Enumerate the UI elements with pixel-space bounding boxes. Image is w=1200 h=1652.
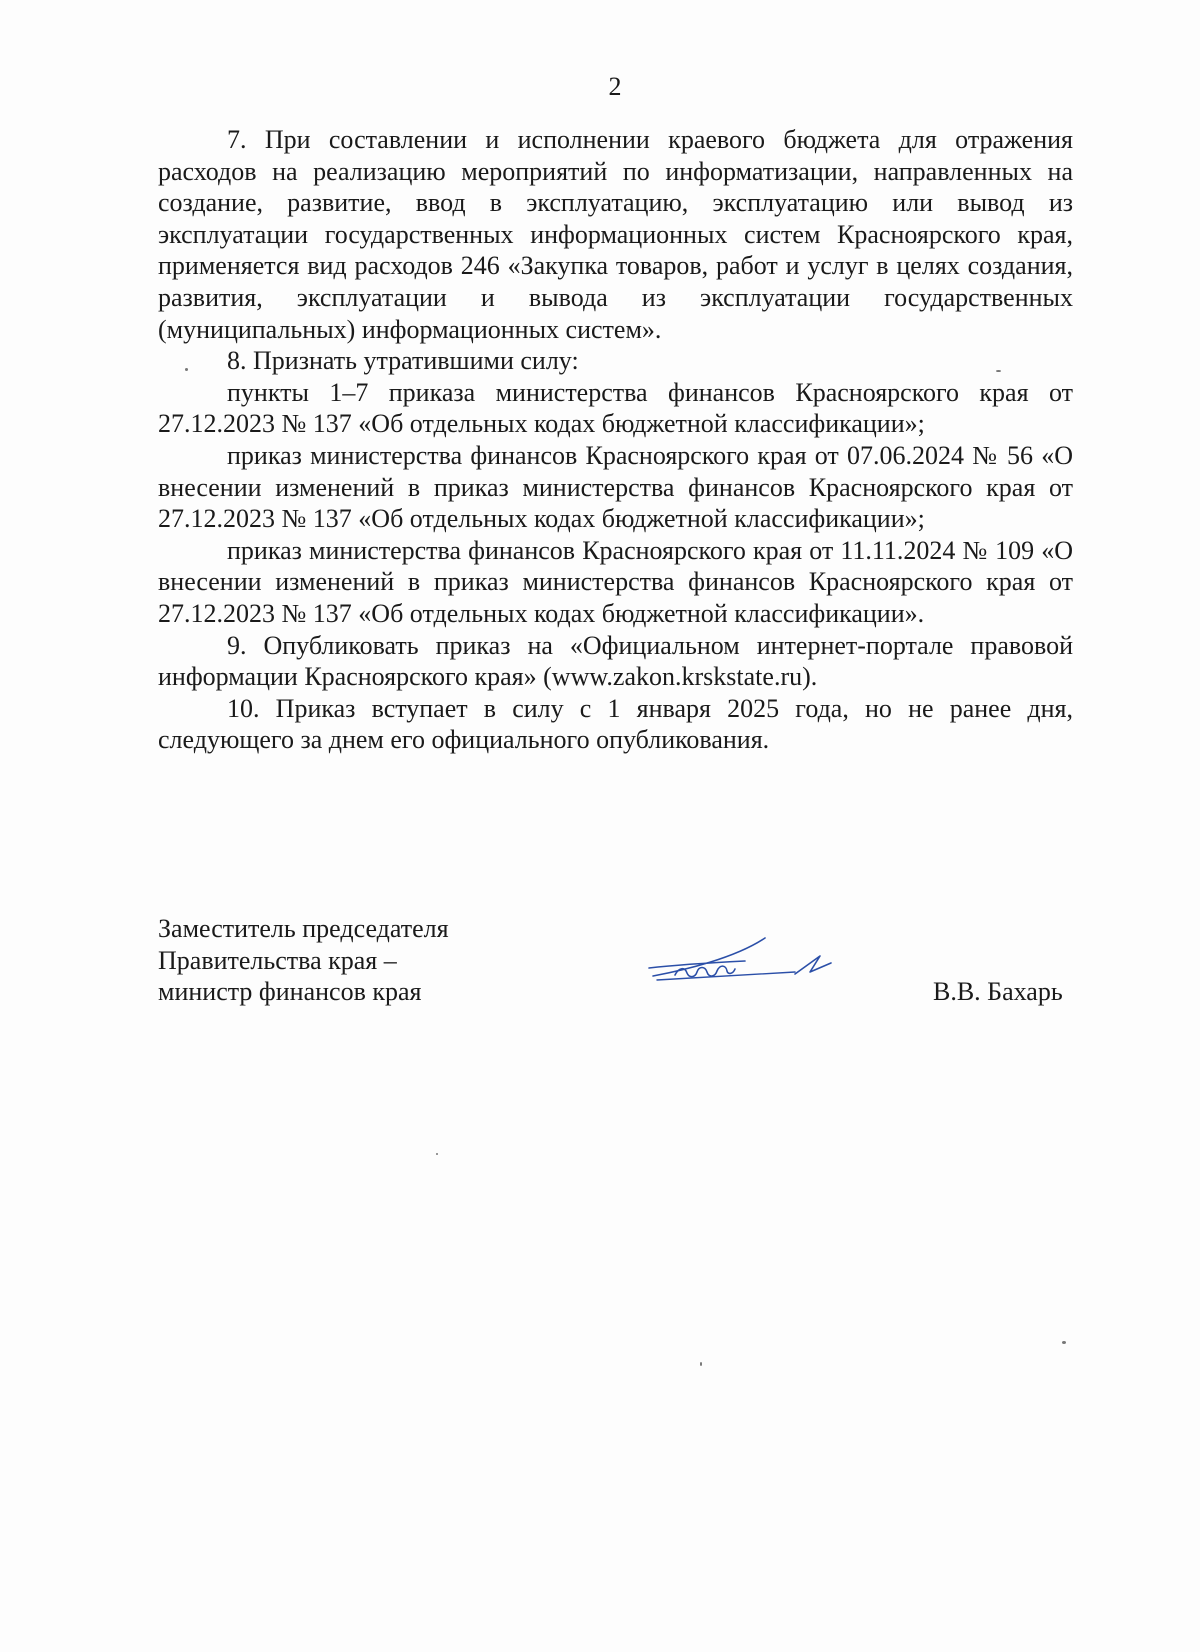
scan-speck bbox=[436, 1153, 438, 1155]
signatory-title-line-2: Правительства края – bbox=[158, 945, 397, 975]
signatory-title-line-3: министр финансов края bbox=[158, 977, 422, 1007]
paragraph-7: 7. При составлении и исполнении краевого бюджета для отражения расходов на реализацию мероприятий по информатизации, направленных на создание, развитие, ввод в эксплуатацию, эксплуатацию или вывод из эксплуатации государственных информационных систем Красноярского края, применяется вид расходов 246 «Закупка товаров, работ и услуг в целях создания, развития, эксплуатации и вывода из эксплуатации государственных (муниципальных) информационных систем». bbox=[158, 125, 1073, 344]
paragraph-10: 10. Приказ вступает в силу с 1 января 2025 года, но не ранее дня, следующего за днем его официального опубликования. bbox=[158, 693, 1073, 755]
signatory-name: В.В. Бахарь bbox=[933, 977, 1063, 1006]
signatory-title-line-1: Заместитель председателя bbox=[158, 914, 449, 943]
scan-speck bbox=[996, 370, 1001, 372]
paragraph-9: 9. Опубликовать приказ на «Официальном интернет-портале правовой информации Красноярского края» (www.zakon.krskstate.ru). bbox=[158, 630, 1073, 692]
handwritten-signature bbox=[645, 928, 835, 988]
paragraph-8-item-2: приказ министерства финансов Красноярского края от 07.06.2024 № 56 «О внесении изменений в приказ министерства финансов Красноярского края от 27.12.2023 № 137 «Об отдельных кодах бюджетной классификации»; bbox=[158, 440, 1073, 534]
scan-speck bbox=[700, 1362, 702, 1366]
paragraph-8-item-1: пункты 1–7 приказа министерства финансов Красноярского края от 27.12.2023 № 137 «Об отдельных кодах бюджетной классификации»; bbox=[158, 377, 1073, 439]
page-number: 2 bbox=[608, 72, 622, 101]
signatory-title bbox=[158, 913, 449, 1008]
document-body bbox=[158, 124, 1073, 756]
paragraph-8: 8. Признать утратившими силу: bbox=[227, 346, 579, 376]
paragraph-8-item-3: приказ министерства финансов Красноярского края от 11.11.2024 № 109 «О внесении изменений в приказ министерства финансов Красноярского края от 27.12.2023 № 137 «Об отдельных кодах бюджетной классификации». bbox=[158, 535, 1073, 628]
scan-speck bbox=[1062, 1341, 1066, 1344]
scan-speck bbox=[185, 368, 188, 371]
